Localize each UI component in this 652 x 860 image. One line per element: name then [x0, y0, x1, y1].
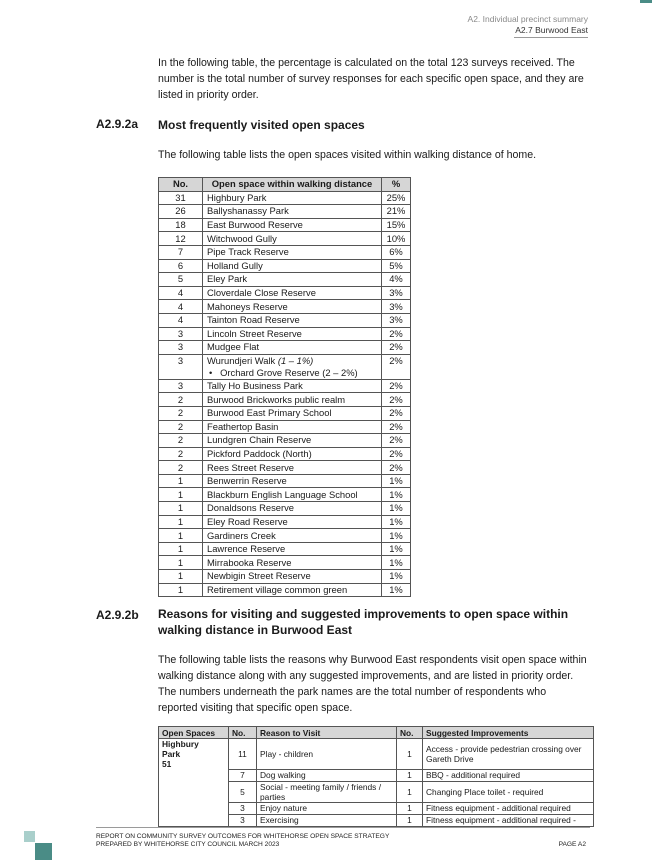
col-header-improvement-no: No.	[397, 727, 423, 739]
row-count: 3	[159, 341, 203, 355]
row-percent: 2%	[382, 379, 411, 393]
row-percent: 2%	[382, 461, 411, 475]
table-row	[159, 769, 594, 781]
corner-accent	[640, 0, 652, 3]
row-open-space	[203, 300, 382, 314]
row-open-space	[203, 259, 382, 273]
table-row	[159, 461, 411, 475]
improvement-text: Fitness equipment - additional required -	[423, 814, 594, 826]
reason-text: Exercising	[257, 814, 397, 826]
row-count: 2	[159, 461, 203, 475]
section-b-title: Reasons for visiting and suggested improvements to open space within walking distance in Burwood East	[158, 607, 569, 637]
row-percent: 3%	[382, 286, 411, 300]
row-open-space	[203, 502, 382, 516]
open-space-name: Highbury Park	[207, 191, 267, 203]
row-count: 18	[159, 218, 203, 232]
row-count: 26	[159, 205, 203, 219]
row-open-space	[203, 583, 382, 597]
table-row	[159, 327, 411, 341]
row-percent: 1%	[382, 556, 411, 570]
reason-count: 7	[229, 769, 257, 781]
row-open-space	[203, 570, 382, 584]
row-percent: 2%	[382, 354, 411, 379]
row-percent: 5%	[382, 259, 411, 273]
open-space-name: Burwood East Primary School	[207, 407, 332, 419]
open-space-name: Ballyshanassy Park	[207, 205, 289, 217]
row-percent: 2%	[382, 406, 411, 420]
row-count: 3	[159, 327, 203, 341]
row-percent: 3%	[382, 300, 411, 314]
open-space-name: Lincoln Street Reserve	[207, 327, 302, 339]
improvement-count: 1	[397, 739, 423, 770]
table-row	[159, 556, 411, 570]
improvement-text: BBQ - additional required	[423, 769, 594, 781]
table-row	[159, 205, 411, 219]
row-open-space	[203, 474, 382, 488]
table-row	[159, 583, 411, 597]
open-space-name: Gardiners Creek	[207, 529, 276, 541]
sub-item-name: Orchard Grove Reserve (2 – 2%)	[220, 366, 358, 378]
table-row	[159, 420, 411, 434]
table-row	[159, 218, 411, 232]
open-space-name: Benwerrin Reserve	[207, 475, 287, 487]
row-open-space	[203, 515, 382, 529]
row-count: 1	[159, 570, 203, 584]
decorative-square-light	[24, 831, 35, 842]
row-percent: 4%	[382, 273, 411, 287]
row-percent: 2%	[382, 447, 411, 461]
open-space-name: Wurundjeri Walk	[207, 354, 276, 366]
improvement-count: 1	[397, 769, 423, 781]
row-open-space	[203, 461, 382, 475]
row-percent: 2%	[382, 420, 411, 434]
row-open-space	[203, 286, 382, 300]
table-row	[159, 245, 411, 259]
reasons-body	[159, 739, 594, 827]
row-count: 2	[159, 406, 203, 420]
reason-text: Social - meeting family / friends / parties	[257, 781, 397, 802]
table-row	[159, 802, 594, 814]
row-open-space	[203, 327, 382, 341]
row-open-space	[203, 245, 382, 259]
table-row	[159, 354, 411, 379]
table-row	[159, 739, 594, 770]
table-row	[159, 570, 411, 584]
open-space-name: Rees Street Reserve	[207, 461, 295, 473]
open-space-name: East Burwood Reserve	[207, 219, 303, 231]
open-space-name: Mirrabooka Reserve	[207, 556, 292, 568]
page-number: PAGE A2	[558, 841, 586, 848]
col-header-reason-no: No.	[229, 727, 257, 739]
open-space-name: Mahoneys Reserve	[207, 300, 288, 312]
visited-spaces-table	[158, 177, 411, 597]
footer-prepared-by: PREPARED BY WHITEHORSE CITY COUNCIL MARCH 2023	[96, 841, 280, 848]
row-percent: 2%	[382, 341, 411, 355]
row-percent: 15%	[382, 218, 411, 232]
row-count: 3	[159, 379, 203, 393]
reason-text: Play - children	[257, 739, 397, 770]
table-row	[159, 379, 411, 393]
row-open-space	[203, 406, 382, 420]
open-space-name: Blackburn English Language School	[207, 488, 358, 500]
open-space-name: Feathertop Basin	[207, 420, 279, 432]
table-row	[159, 341, 411, 355]
open-space-name: Witchwood Gully	[207, 232, 277, 244]
open-space-name: Mudgee Flat	[207, 341, 260, 353]
table-row	[159, 502, 411, 516]
open-space-name: Newbigin Street Reserve	[207, 570, 311, 582]
table-row	[159, 286, 411, 300]
open-space-name: Cloverdale Close Reserve	[207, 287, 316, 299]
visited-spaces-body	[159, 191, 411, 597]
row-count: 31	[159, 191, 203, 205]
improvement-text: Fitness equipment - additional required	[423, 802, 594, 814]
row-open-space	[203, 447, 382, 461]
row-percent: 1%	[382, 502, 411, 516]
reason-count: 3	[229, 814, 257, 826]
row-percent: 21%	[382, 205, 411, 219]
row-count: 1	[159, 583, 203, 597]
row-percent: 2%	[382, 327, 411, 341]
table-row	[159, 542, 411, 556]
row-percent: 10%	[382, 232, 411, 246]
open-space-name: Tally Ho Business Park	[207, 380, 303, 392]
park-cell-empty	[159, 814, 229, 826]
header-chapter: A2. Individual precinct summary	[467, 14, 588, 24]
row-count: 2	[159, 420, 203, 434]
table-row	[159, 300, 411, 314]
row-open-space	[203, 341, 382, 355]
reason-count: 11	[229, 739, 257, 770]
park-name-line2: Park	[162, 749, 181, 759]
reason-text: Enjoy nature	[257, 802, 397, 814]
open-space-name: Holland Gully	[207, 259, 263, 271]
table-row	[159, 434, 411, 448]
footer-report-title: REPORT ON COMMUNITY SURVEY OUTCOMES FOR WHITEHORSE OPEN SPACE STRATEGY	[96, 833, 390, 840]
row-count: 4	[159, 300, 203, 314]
row-count: 1	[159, 542, 203, 556]
row-open-space	[203, 205, 382, 219]
improvement-text: Access - provide pedestrian crossing over Gareth Drive	[423, 739, 594, 770]
row-count: 1	[159, 502, 203, 516]
intro-paragraph: In the following table, the percentage is calculated on the total 123 surveys received. The number is the total number of survey responses for each specific open space, and they are listed in priority order.	[158, 57, 584, 101]
row-open-space	[203, 556, 382, 570]
row-percent: 1%	[382, 515, 411, 529]
table-header-row	[159, 727, 594, 739]
open-space-name: Tainton Road Reserve	[207, 314, 300, 326]
park-name-line1: Highbury	[162, 739, 199, 749]
open-space-note: (1 – 1%)	[277, 354, 314, 366]
sub-item	[207, 367, 378, 379]
row-open-space	[203, 273, 382, 287]
row-percent: 1%	[382, 542, 411, 556]
row-count: 7	[159, 245, 203, 259]
open-space-name: Donaldsons Reserve	[207, 502, 295, 514]
row-open-space	[203, 488, 382, 502]
header-rule	[514, 37, 588, 38]
col-header-reason: Reason to Visit	[257, 727, 397, 739]
improvement-text: Changing Place toilet - required	[423, 781, 594, 802]
table-row	[159, 488, 411, 502]
row-count: 2	[159, 434, 203, 448]
row-count: 4	[159, 286, 203, 300]
open-space-name: Burwood Brickworks public realm	[207, 393, 346, 405]
row-percent: 1%	[382, 529, 411, 543]
section-a-title: Most frequently visited open spaces	[158, 118, 365, 132]
row-count: 1	[159, 556, 203, 570]
reason-count: 5	[229, 781, 257, 802]
table-row	[159, 474, 411, 488]
bullet-icon: •	[209, 366, 221, 378]
improvement-count: 1	[397, 814, 423, 826]
row-open-space	[203, 434, 382, 448]
open-space-name: Pipe Track Reserve	[207, 246, 289, 258]
decorative-square-dark	[35, 843, 52, 860]
park-cell	[159, 739, 229, 770]
running-header	[468, 14, 588, 36]
row-count: 5	[159, 273, 203, 287]
section-b-lead: The following table lists the reasons why Burwood East respondents visit open space within walking distance along with any suggested improvements, and are listed in priority order. The numbers underneath the park names are the total number of respondents who reported visiting that specific open space.	[158, 654, 587, 714]
reasons-improvements-table	[158, 726, 594, 827]
row-open-space	[203, 379, 382, 393]
table-row	[159, 273, 411, 287]
row-percent: 2%	[382, 393, 411, 407]
row-count: 1	[159, 529, 203, 543]
row-open-space	[203, 354, 382, 379]
open-space-name: Eley Road Reserve	[207, 515, 288, 527]
table-row	[159, 232, 411, 246]
col-header-improvements: Suggested Improvements	[423, 727, 594, 739]
table-row	[159, 515, 411, 529]
row-open-space	[203, 191, 382, 205]
row-open-space	[203, 232, 382, 246]
row-count: 2	[159, 447, 203, 461]
open-space-name: Retirement village common green	[207, 583, 348, 595]
col-header-percent: %	[382, 178, 411, 192]
row-open-space	[203, 529, 382, 543]
row-open-space	[203, 393, 382, 407]
table-row	[159, 529, 411, 543]
table-row	[159, 781, 594, 802]
section-a-number: A2.9.2a	[96, 117, 139, 131]
table-header-row	[159, 178, 411, 192]
improvement-count: 1	[397, 802, 423, 814]
row-count: 6	[159, 259, 203, 273]
row-count: 1	[159, 488, 203, 502]
row-open-space	[203, 542, 382, 556]
row-percent: 1%	[382, 583, 411, 597]
table-row	[159, 406, 411, 420]
park-cell-empty	[159, 802, 229, 814]
header-section: A2.7 Burwood East	[515, 25, 588, 35]
open-space-name: Lundgren Chain Reserve	[207, 434, 312, 446]
row-count: 12	[159, 232, 203, 246]
row-percent: 3%	[382, 313, 411, 327]
row-percent: 6%	[382, 245, 411, 259]
park-cell-empty	[159, 781, 229, 802]
table-row	[159, 393, 411, 407]
col-header-open-space: Open space within walking distance	[203, 178, 382, 192]
section-a-lead: The following table lists the open spaces visited within walking distance of home.	[158, 149, 537, 161]
row-open-space	[203, 313, 382, 327]
row-percent: 25%	[382, 191, 411, 205]
row-count: 1	[159, 515, 203, 529]
open-space-name: Eley Park	[207, 273, 248, 285]
footer-rule	[96, 827, 590, 828]
section-b-number: A2.9.2b	[96, 608, 139, 622]
row-open-space	[203, 420, 382, 434]
park-cell-empty	[159, 769, 229, 781]
row-percent: 2%	[382, 434, 411, 448]
col-header-open-spaces: Open Spaces	[159, 727, 229, 739]
improvement-count: 1	[397, 781, 423, 802]
table-row	[159, 191, 411, 205]
table-row	[159, 814, 594, 826]
park-respondent-count: 51	[162, 759, 172, 769]
row-count: 2	[159, 393, 203, 407]
footer	[96, 833, 389, 849]
open-space-name: Lawrence Reserve	[207, 543, 286, 555]
row-percent: 1%	[382, 570, 411, 584]
table-row	[159, 447, 411, 461]
row-count: 4	[159, 313, 203, 327]
open-space-name: Pickford Paddock (North)	[207, 447, 312, 459]
row-percent: 1%	[382, 474, 411, 488]
row-count: 3	[159, 354, 203, 379]
row-percent: 1%	[382, 488, 411, 502]
table-row	[159, 313, 411, 327]
reason-count: 3	[229, 802, 257, 814]
row-count: 1	[159, 474, 203, 488]
row-open-space	[203, 218, 382, 232]
table-row	[159, 259, 411, 273]
reason-text: Dog walking	[257, 769, 397, 781]
col-header-no: No.	[159, 178, 203, 192]
